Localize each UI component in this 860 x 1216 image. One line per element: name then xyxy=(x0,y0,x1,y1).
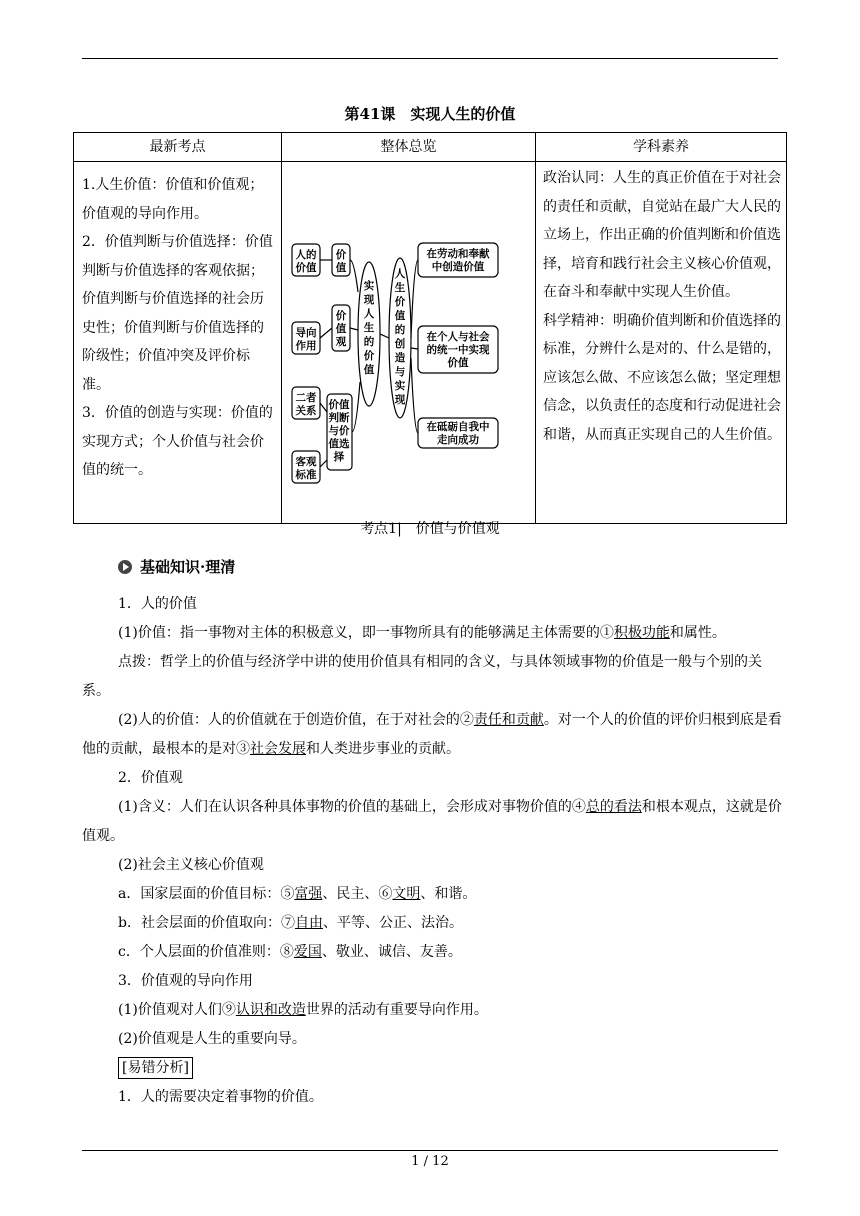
overview-table xyxy=(73,132,787,524)
paragraph: a．国家层面的价值目标：⑤富强、民主、⑥文明、和谐。 xyxy=(118,886,477,902)
svg-text:实: 实 xyxy=(394,380,406,392)
svg-text:人: 人 xyxy=(363,308,375,320)
mind-map-diagram xyxy=(282,162,536,519)
heading-3: 3．价值观的导向作用 xyxy=(118,973,253,989)
paragraph: b．社会层面的价值取向：⑦自由、平等、公正、法治。 xyxy=(118,915,463,931)
svg-text:创: 创 xyxy=(394,338,406,350)
top-rule xyxy=(82,58,778,59)
svg-text:值: 值 xyxy=(394,310,406,322)
label-r2: 在个人与社会 xyxy=(426,331,490,343)
svg-text:作用: 作用 xyxy=(295,340,317,352)
label-center1: 实 xyxy=(363,280,375,292)
lesson-title: 第41课 实现人生的价值 xyxy=(344,105,516,123)
svg-text:现: 现 xyxy=(394,394,406,406)
label-daoxiang: 导向 xyxy=(295,327,317,339)
label-panduan: 价值 xyxy=(328,399,350,411)
kaodian-item: 1.人生价值：价值和价值观；价值观的导向作用。 xyxy=(82,177,264,222)
paragraph: (1)价值观对人们⑨认识和改造世界的活动有重要导向作用。 xyxy=(118,1002,488,1018)
heading-2: 2．价值观 xyxy=(118,770,183,786)
svg-text:与价: 与价 xyxy=(328,425,350,437)
kaodian-item: 3．价值的创造与实现：价值的实现方式；个人价值与社会价值的统一。 xyxy=(82,405,273,478)
paragraph: 点拨：哲学上的价值与经济学中讲的使用价值具有相同的含义，与具体领域事物的价值是一般与个别的关系。 xyxy=(82,654,762,699)
content-body xyxy=(82,590,782,1112)
header-zonglan: 整体总览 xyxy=(282,133,536,162)
label-jiazhi: 价 xyxy=(335,249,347,261)
svg-text:值选: 值选 xyxy=(328,438,350,450)
svg-text:走向成功: 走向成功 xyxy=(437,434,479,446)
kaodian-item: 2．价值判断与价值选择：价值判断与价值选择的客观依据；价值判断与价值选择的社会历史性；价值判断与价值选择的阶级性；价值冲突及评价标准。 xyxy=(82,234,273,393)
label-r3: 在砥砺自我中 xyxy=(426,421,490,433)
svg-text:的统一中实现: 的统一中实现 xyxy=(426,344,490,356)
suyang-item: 科学精神：明确价值判断和价值选择的标准，分辨什么是对的、什么是错的，应该怎么做、不应该怎么做；坚定理想信念，以负责任的态度和行动促进社会和谐，从而真正实现自己的人生价值。 xyxy=(543,312,781,443)
play-circle-icon xyxy=(118,560,132,574)
page-number: 1 / 12 xyxy=(411,1154,449,1169)
paragraph: 1．人的需要决定着事物的价值。 xyxy=(118,1089,323,1105)
svg-text:现: 现 xyxy=(363,294,375,306)
label-keguan: 客观 xyxy=(295,456,317,468)
paragraph: (2)价值观是人生的重要向导。 xyxy=(118,1031,306,1047)
paragraph: (2)人的价值：人的价值就在于创造价值，在于对社会的②责任和贡献。对一个人的价值的评价归根到底是看他的贡献，最根本的是对③社会发展和人类进步事业的贡献。 xyxy=(82,712,782,757)
error-analysis-tag: [易错分析] xyxy=(82,1054,782,1083)
paragraph: (2)社会主义核心价值观 xyxy=(118,857,264,873)
svg-text:观: 观 xyxy=(335,336,347,348)
svg-text:与: 与 xyxy=(394,366,406,378)
suyang-item: 政治认同：人生的真正价值在于对社会的责任和贡献，自觉站在最广大人民的立场上，作出正确的价值判断和价值选择，培育和践行社会主义核心价值观，在奋斗和奉献中实现人生价值。 xyxy=(543,170,781,300)
svg-text:关系: 关系 xyxy=(295,405,317,417)
svg-text:价: 价 xyxy=(394,296,406,308)
svg-text:值: 值 xyxy=(335,323,347,335)
svg-text:的: 的 xyxy=(363,336,375,348)
suyang-list xyxy=(536,162,786,449)
label-center2: 人 xyxy=(394,268,406,280)
paragraph: (1)含义：人们在认识各种具体事物的价值的基础上，会形成对事物价值的④总的看法和根本观点，这就是价值观。 xyxy=(82,799,782,844)
label-jiazhiguan: 价 xyxy=(335,310,347,322)
paragraph: c．个人层面的价值准则：⑧爱国、敬业、诚信、友善。 xyxy=(118,944,462,960)
svg-text:择: 择 xyxy=(333,451,345,463)
svg-text:标准: 标准 xyxy=(295,469,317,481)
label-r1: 在劳动和奉献 xyxy=(426,248,490,260)
svg-text:生: 生 xyxy=(394,282,406,294)
svg-text:值: 值 xyxy=(363,364,375,376)
svg-text:生: 生 xyxy=(363,322,375,334)
label-erzhe: 二者 xyxy=(295,392,317,404)
svg-text:值: 值 xyxy=(335,262,347,274)
svg-text:的: 的 xyxy=(394,324,406,336)
kaodian-list xyxy=(74,162,281,485)
kaodian-caption: 考点1| 价值与价值观 xyxy=(360,521,500,537)
heading-1: 1．人的价值 xyxy=(118,596,197,612)
svg-text:判断: 判断 xyxy=(328,412,350,424)
label-ren-de-jiazhi: 人的 xyxy=(295,249,317,261)
svg-text:价: 价 xyxy=(363,350,375,362)
header-kaodian: 最新考点 xyxy=(74,133,282,162)
paragraph: (1)价值：指一事物对主体的积极意义，即一事物所具有的能够满足主体需要的①积极功能和属性。 xyxy=(118,625,726,641)
svg-text:价值: 价值 xyxy=(295,262,317,274)
section-heading: 基础知识·理清 xyxy=(118,556,235,577)
svg-text:中创造价值: 中创造价值 xyxy=(431,261,485,273)
bottom-rule xyxy=(82,1150,778,1151)
svg-text:价值: 价值 xyxy=(447,357,469,369)
svg-text:造: 造 xyxy=(394,352,406,364)
header-suyang: 学科素养 xyxy=(536,133,787,162)
